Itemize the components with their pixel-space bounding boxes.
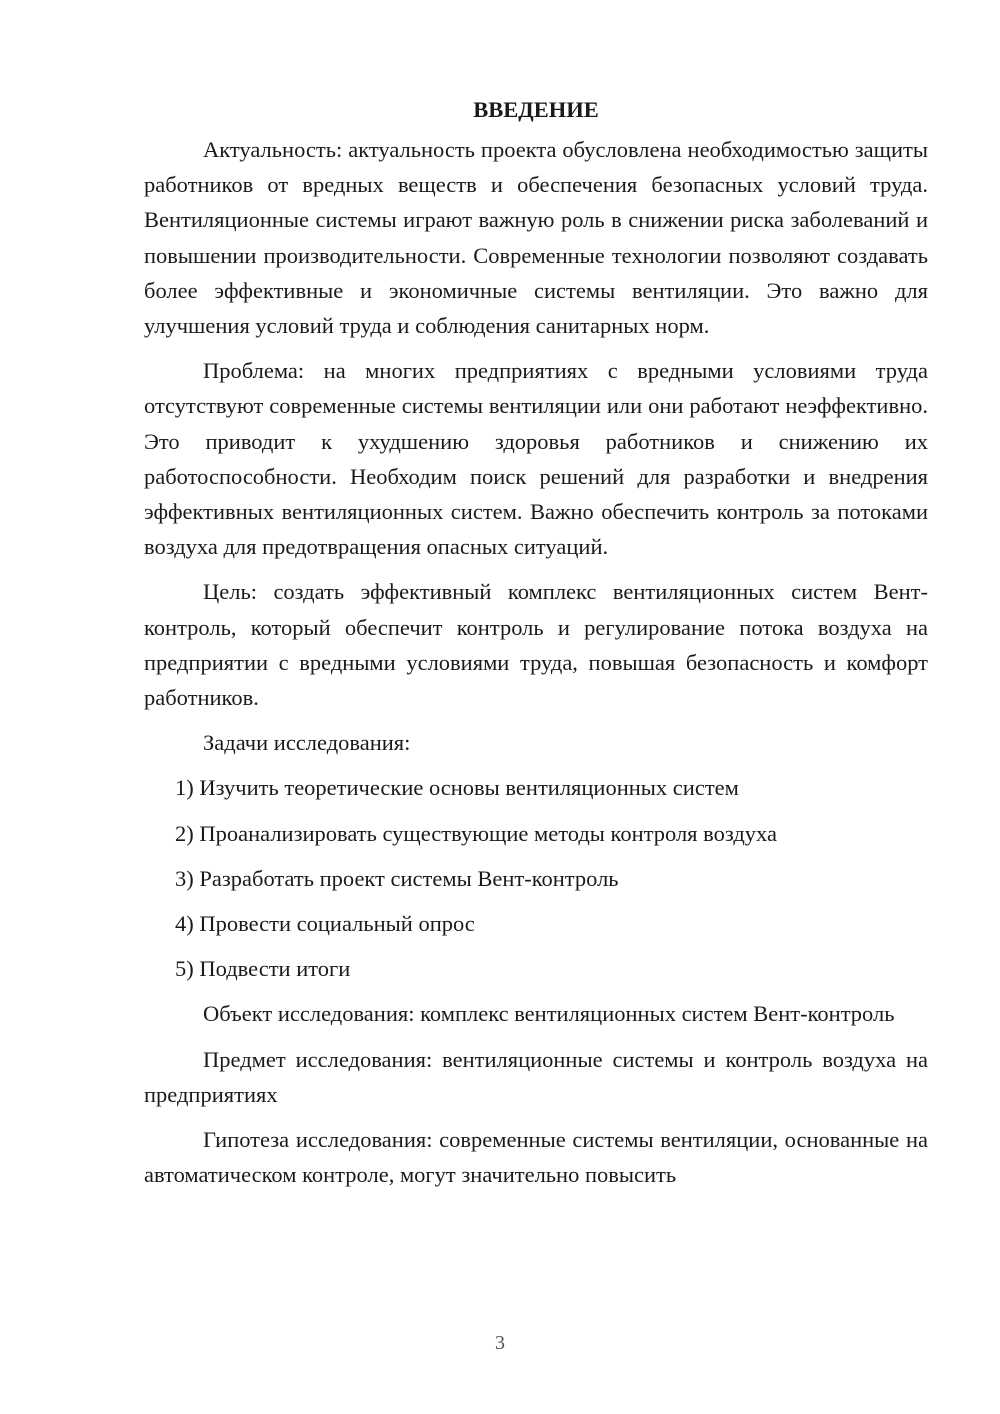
section-heading: ВВЕДЕНИЕ xyxy=(473,97,599,122)
page-number: 3 xyxy=(495,1332,505,1354)
task-item: 4) Провести социальный опрос xyxy=(175,911,475,937)
paragraph-object: Объект исследования: комплекс вентиляционных систем Вент-контроль xyxy=(203,1001,895,1027)
tasks-heading: Задачи исследования: xyxy=(203,730,411,756)
paragraph-relevance: Актуальность: актуальность проекта обусловлена необходимостью защиты работников от вредных веществ и обеспечения безопасных условий труда. Вентиляционные системы играют важную роль в снижении риска заболеваний и повышении производительности. Современные технологии позволяют создавать более эффективные и экономичные системы вентиляции. Это важно для улучшения условий труда и соблюдения санитарных норм. xyxy=(144,137,928,339)
paragraph-subject: Предмет исследования: вентиляционные системы и контроль воздуха на предприятиях xyxy=(144,1046,928,1107)
task-item: 3) Разработать проект системы Вент-контроль xyxy=(175,865,619,891)
paragraph-goal: Цель: создать эффективный комплекс вентиляционных систем Вент-контроль, который обеспечит контроль и регулирование потока воздуха на предприятии с вредными условиями труда, повышая безопасность и комфорт работников. xyxy=(144,579,928,711)
task-list xyxy=(144,770,928,986)
document-page xyxy=(144,92,928,1192)
task-item: 5) Подвести итоги xyxy=(175,956,351,982)
task-item: 1) Изучить теоретические основы вентиляционных систем xyxy=(175,775,739,801)
task-item: 2) Проанализировать существующие методы контроля воздуха xyxy=(175,820,777,846)
paragraph-problem: Проблема: на многих предприятиях с вредными условиями труда отсутствуют современные системы вентиляции или они работают неэффективно. Это приводит к ухудшению здоровья работников и снижению их работоспособности. Необходим поиск решений для разработки и внедрения эффективных вентиляционных систем. Важно обеспечить контроль за потоками воздуха для предотвращения опасных ситуаций. xyxy=(144,358,928,560)
paragraph-hypothesis: Гипотеза исследования: современные системы вентиляции, основанные на автоматическом контроле, могут значительно повысить xyxy=(144,1127,928,1188)
